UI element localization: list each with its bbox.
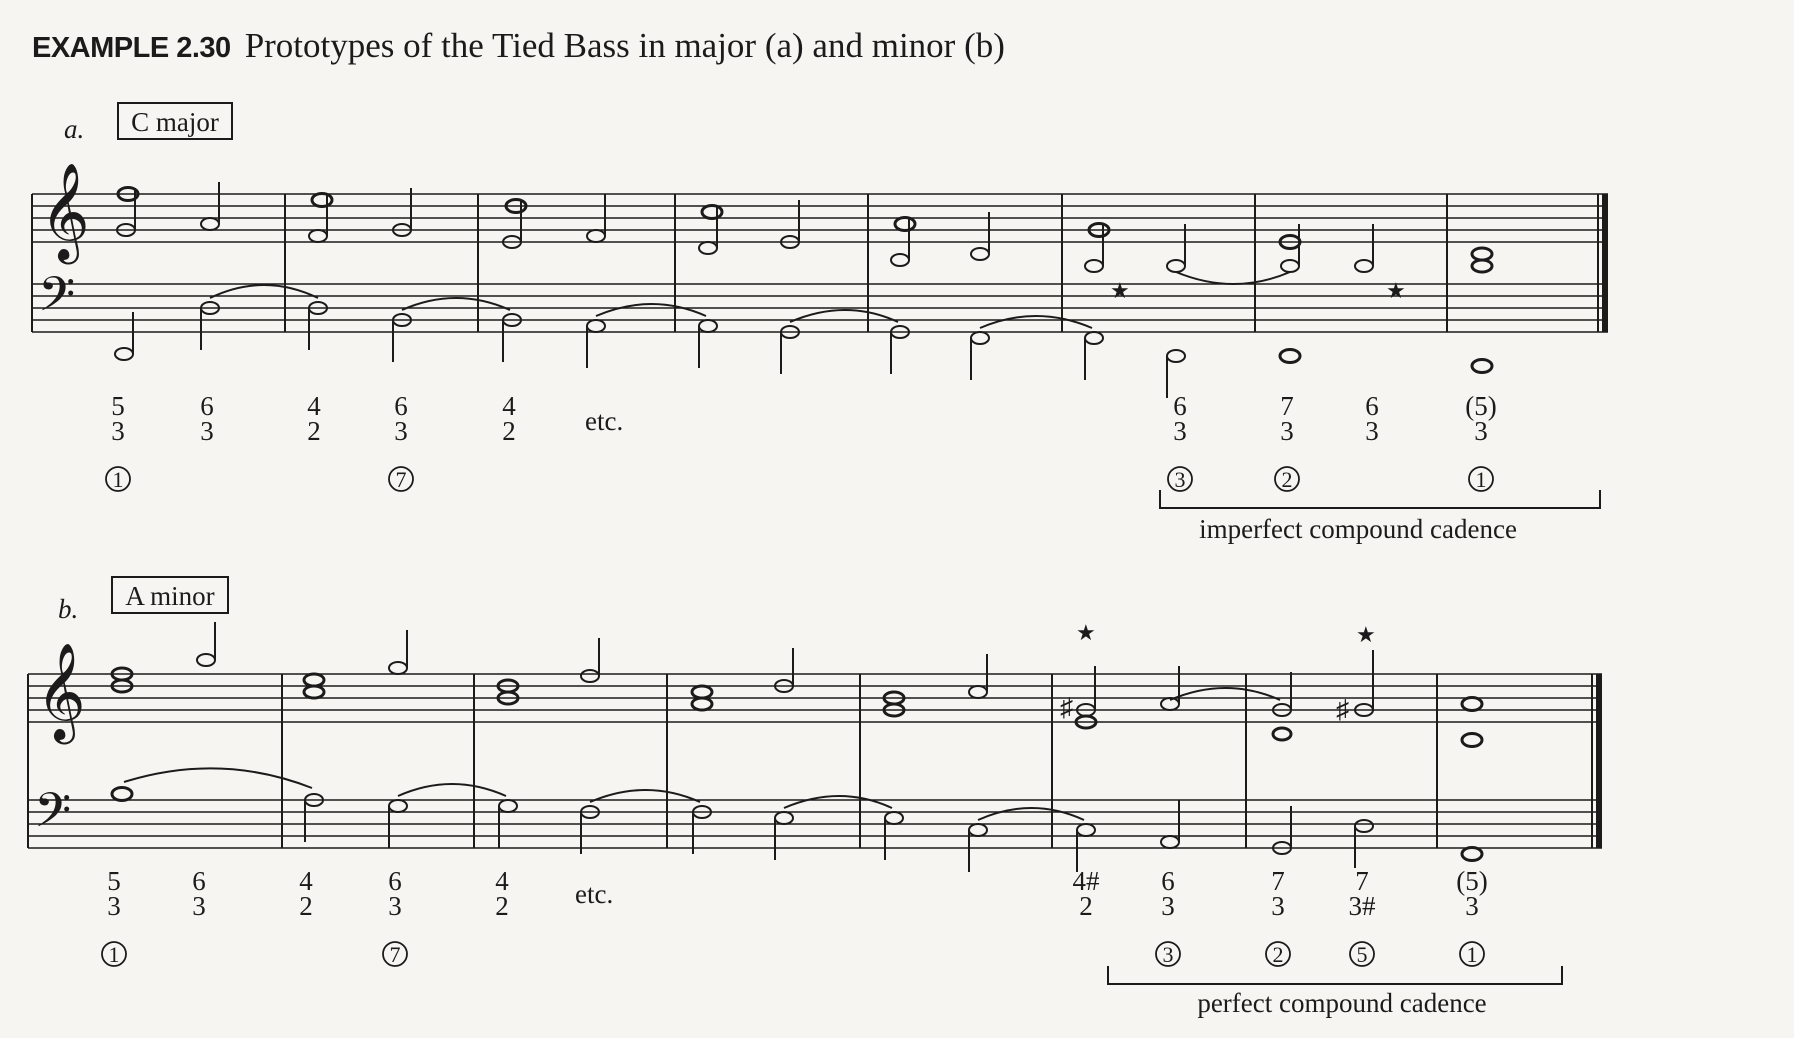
cadence-bracket-b [1108,966,1562,984]
figure-upper: 5 [107,866,121,896]
scale-degree: 1 [1466,942,1478,967]
figure-lower: 3 [1161,891,1175,921]
sharp-icon: ♯ [1336,695,1349,724]
part-a-label: a. [64,114,85,144]
figure-lower: 3 [394,416,408,446]
figure-upper: 7 [1280,391,1294,421]
bass-clef-icon: 𝄢 [34,784,72,849]
figure-upper: 4 [307,391,321,421]
bass-clef-icon: 𝄢 [38,268,76,333]
figure-upper: 4 [495,866,509,896]
scale-degree: 3 [1162,942,1174,967]
system-b [28,577,1602,1018]
star-icon: ★ [1076,620,1096,645]
figure-lower: 3 [1271,891,1285,921]
figure-lower: 3 [1365,416,1379,446]
treble-staff-a [32,194,1608,242]
figure-upper: (5) [1456,866,1488,896]
figure-upper: 7 [1271,866,1285,896]
cadence-label-a: imperfect compound cadence [1199,514,1517,544]
scale-degree: 1 [112,467,124,492]
figure-upper: 6 [200,391,214,421]
key-box-c-major: C major [131,107,219,137]
figure-lower: 3 [388,891,402,921]
barlines-a [32,194,1598,332]
final-barline-b [1596,674,1602,848]
scale-degree: 2 [1281,467,1293,492]
figure-upper: (5) [1465,391,1497,421]
scale-degree: 2 [1272,942,1284,967]
figure-lower: 3# [1348,891,1376,921]
star-icon: ★ [1110,278,1130,303]
figure-upper: 7 [1355,866,1369,896]
treble-notes-a [117,182,1492,272]
figure-upper: 4 [502,391,516,421]
etc-text: etc. [575,879,614,909]
bass-staff-a [32,284,1608,332]
cadence-bracket-a [1160,490,1600,508]
figured-bass-a [111,391,1496,446]
scale-degrees-a [106,467,1493,492]
figure-lower: 2 [299,891,313,921]
figure-upper: 6 [192,866,206,896]
sharp-icon: ♯ [1060,693,1073,722]
cadence-label-b: perfect compound cadence [1197,988,1487,1018]
figure-lower: 3 [1465,891,1479,921]
figure-lower: 3 [1173,416,1187,446]
star-icon: ★ [1356,622,1376,647]
star-icon: ★ [1386,278,1406,303]
figure-lower: 3 [111,416,125,446]
scale-degree: 1 [1475,467,1487,492]
figure-lower: 2 [502,416,516,446]
figure-lower: 3 [1280,416,1294,446]
figure-lower: 3 [1474,416,1488,446]
final-barline-a [1602,194,1608,332]
figure-upper: 6 [1161,866,1175,896]
example-label: EXAMPLE 2.30 [32,32,231,64]
system-a [32,103,1608,544]
scale-degree: 5 [1356,942,1368,967]
figure-upper: 5 [111,391,125,421]
figure-lower: 2 [307,416,321,446]
figure-lower: 2 [495,891,509,921]
treble-notes-b [112,622,1482,747]
scale-degree: 1 [108,942,120,967]
figure-upper: 6 [1173,391,1187,421]
figure-upper: 6 [394,391,408,421]
figure-upper: 6 [1365,391,1379,421]
key-box-a-minor: A minor [125,581,215,611]
figure-upper: 6 [388,866,402,896]
figure-upper: 4 [299,866,313,896]
scale-degree: 3 [1174,467,1186,492]
treble-clef-icon: 𝄞 [40,166,90,259]
scale-degrees-b [102,942,1484,967]
treble-clef-icon: 𝄞 [36,646,86,739]
figure-upper: 4# [1072,866,1100,896]
scale-degree: 7 [395,467,407,492]
etc-text: etc. [585,406,624,436]
bass-staff-b [28,800,1602,848]
treble-staff-b [28,674,1602,722]
scale-degree: 7 [389,942,401,967]
figure-lower: 3 [107,891,121,921]
part-b-label: b. [58,594,79,624]
figure-lower: 3 [200,416,214,446]
figure-lower: 3 [192,891,206,921]
figure-lower: 2 [1079,891,1093,921]
example-caption: Prototypes of the Tied Bass in major (a) and minor (b) [244,26,1005,65]
figured-bass-b [107,866,1487,921]
